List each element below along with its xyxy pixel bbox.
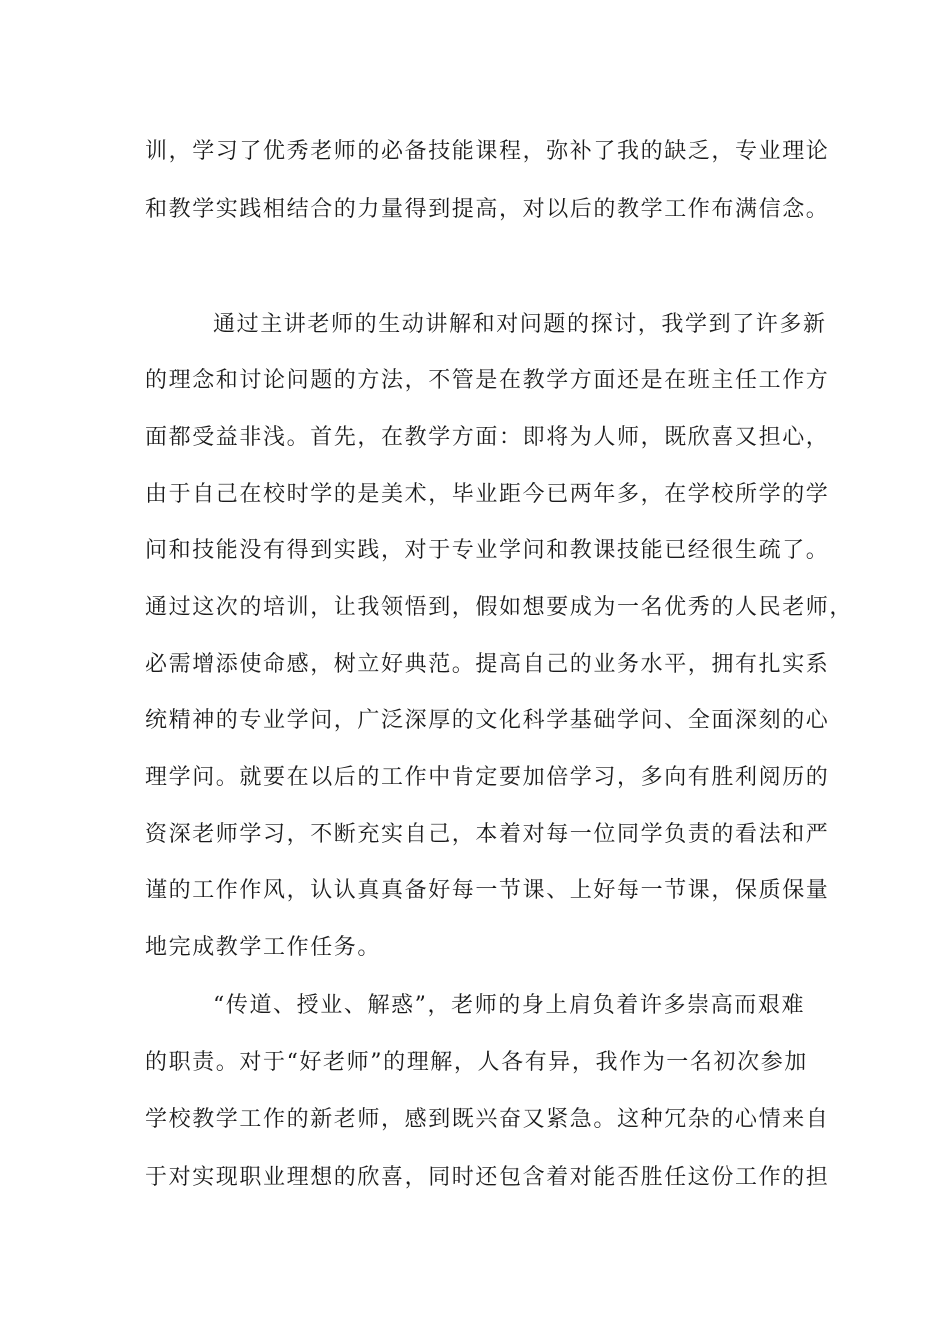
paragraph-2-line-5: 问和技能没有得到实践，对于专业学问和教课技能已经很生疏了。 <box>145 538 830 563</box>
paragraph-3-line-4: 于对实现职业理想的欣喜，同时还包含着对能否胜任这份工作的担 <box>145 1165 830 1190</box>
paragraph-1-line-1: 训，学习了优秀老师的必备技能课程，弥补了我的缺乏，专业理论 <box>145 139 830 164</box>
paragraph-2-line-7: 必需增添使命感，树立好典范。提高自己的业务水平，拥有扎实系 <box>145 652 830 677</box>
paragraph-3-line-1: “传道、授业、解惑”，老师的身上肩负着许多崇高而艰难 <box>213 993 806 1018</box>
paragraph-1-line-2: 和教学实践相结合的力量得到提高，对以后的教学工作布满信念。 <box>145 197 830 222</box>
paragraph-2-line-11: 谨的工作作风，认认真真备好每一节课、上好每一节课，保质保量 <box>145 878 830 903</box>
paragraph-2-line-10: 资深老师学习，不断充实自己，本着对每一位同学负责的看法和严 <box>145 822 830 847</box>
paragraph-2-line-8: 统精神的专业学问，广泛深厚的文化科学基础学问、全面深刻的心 <box>145 708 830 733</box>
paragraph-2-line-3: 面都受益非浅。首先，在教学方面：即将为人师，既欣喜又担心， <box>145 425 830 450</box>
paragraph-2-line-6: 通过这次的培训，让我领悟到，假如想要成为一名优秀的人民老师， <box>145 595 854 620</box>
paragraph-2-line-9: 理学问。就要在以后的工作中肯定要加倍学习，多向有胜利阅历的 <box>145 765 830 790</box>
paragraph-3-line-2: 的职责。对于“好老师”的理解，人各有异，我作为一名初次参加 <box>145 1050 808 1075</box>
paragraph-2-line-12: 地完成教学工作任务。 <box>145 935 382 960</box>
paragraph-2-line-4: 由于自己在校时学的是美术，毕业距今已两年多，在学校所学的学 <box>145 482 830 507</box>
paragraph-2-line-2: 的理念和讨论问题的方法，不管是在教学方面还是在班主任工作方 <box>145 368 830 393</box>
paragraph-2-line-1: 通过主讲老师的生动讲解和对问题的探讨，我学到了许多新 <box>213 312 827 337</box>
paragraph-3-line-3: 学校教学工作的新老师，感到既兴奋又紧急。这种冗杂的心情来自 <box>145 1107 830 1132</box>
